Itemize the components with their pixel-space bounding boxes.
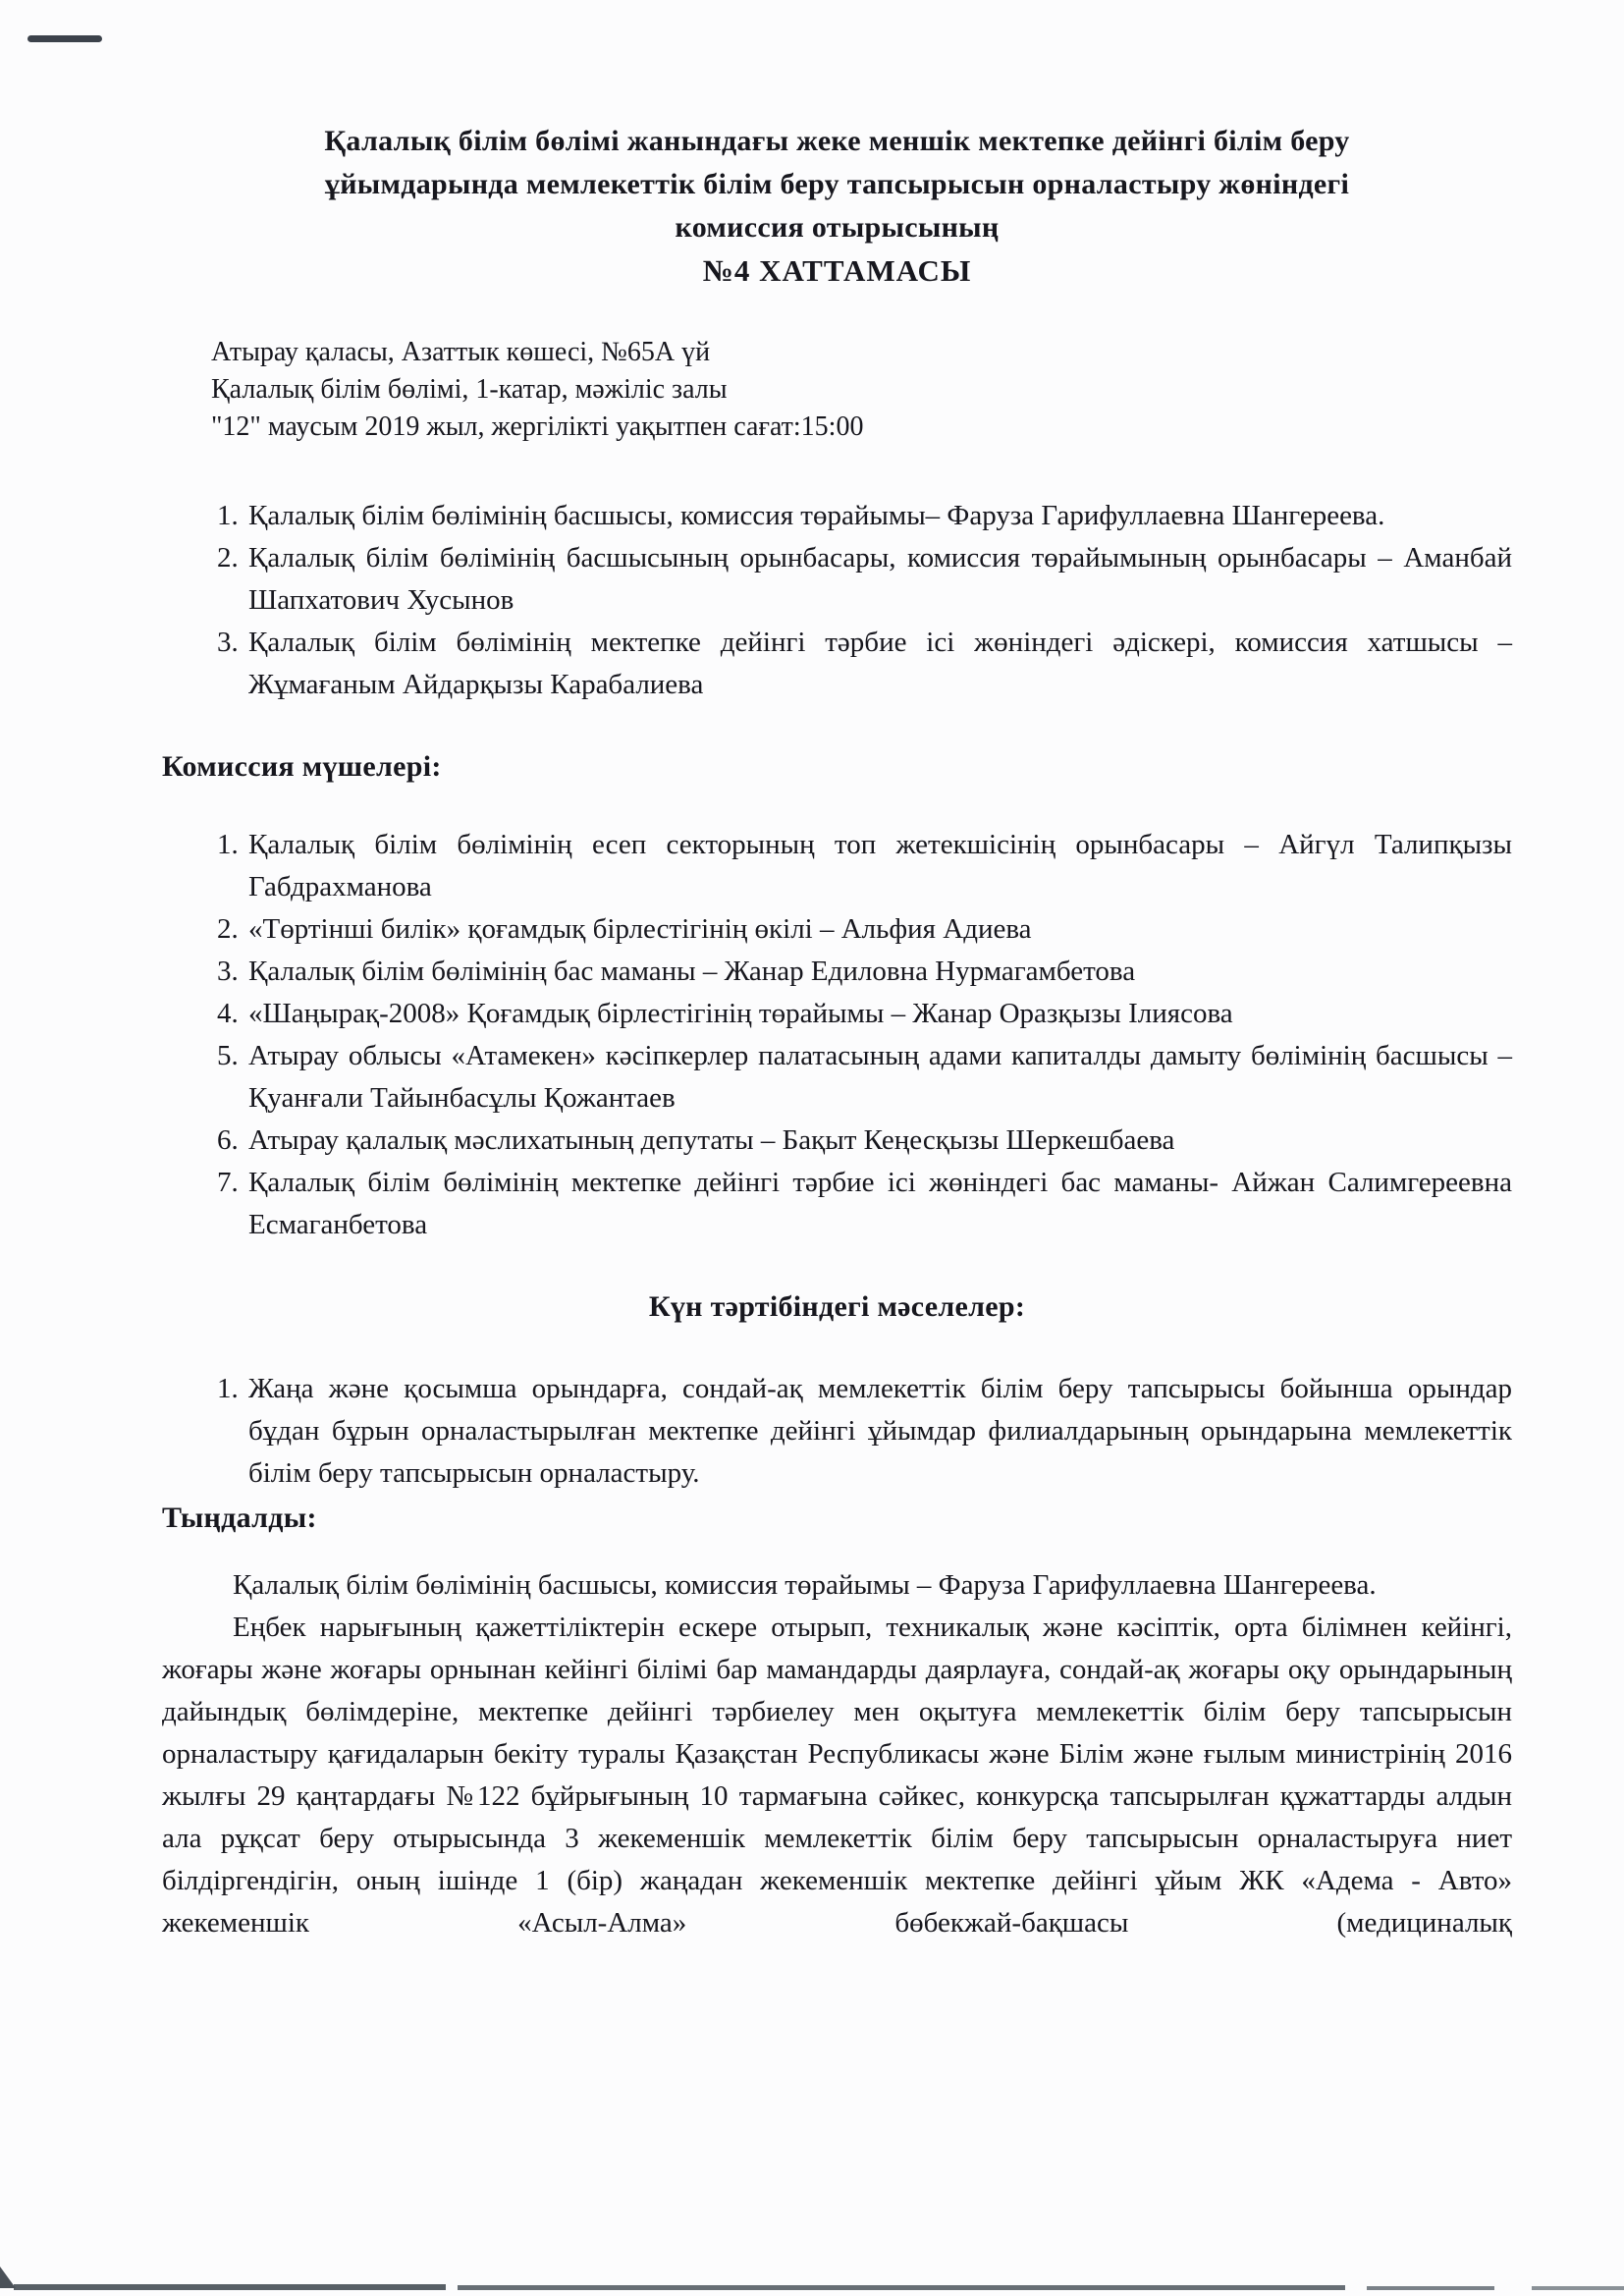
list-item-text: Қалалық білім бөлімінің мектепке дейінгі тәрбие ісі жөніндегі әдіскері, комиссия хатшысы – Жұмағаным Айдарқызы Карабалиева bbox=[248, 627, 1512, 700]
list-item bbox=[162, 951, 1512, 993]
document-content bbox=[162, 0, 1512, 1944]
list-item-text: Қалалық білім бөлімінің басшысы, комиссия төрайымы– Фаруза Гарифуллаевна Шангереева. bbox=[248, 500, 1385, 531]
document-title-block bbox=[162, 0, 1512, 293]
title-line: Қалалық білім бөлімі жанындағы жеке меншік мектепке дейінгі білім беру bbox=[324, 125, 1350, 157]
list-item-number: 1. bbox=[217, 1373, 239, 1404]
members-list bbox=[162, 824, 1512, 1246]
list-item-number: 3. bbox=[217, 956, 239, 987]
heard-paragraph: Қалалық білім бөлімінің басшысы, комиссия төрайымы – Фаруза Гарифуллаевна Шангереева. bbox=[233, 1568, 1377, 1601]
list-item bbox=[162, 824, 1512, 908]
list-item-number: 1. bbox=[217, 829, 239, 860]
list-item-text: «Төртінші билік» қоғамдық бірлестігінің өкілі – Альфия Адиева bbox=[248, 913, 1032, 945]
list-item bbox=[162, 1120, 1512, 1162]
meeting-address: Атырау қаласы, Азаттык көшесі, №65А үй bbox=[211, 337, 711, 367]
list-item bbox=[162, 1162, 1512, 1246]
heard-paragraph: Еңбек нарығының қажеттіліктерін ескере отырып, техникалық және кәсіптік, орта білімнен кейінгі, жоғары және жоғары орнынан кейінгі білімі бар мамандарды даярлауға, сондай-ақ жоғары оқу орындарының дайындық бөлімдеріне, мектепке дейінгі тәрбиелеу мен оқытуға мемлекеттік білім беру тапсырысын орналастыру қағидаларын бекіту туралы Қазақстан Республикасы және Білім және ғылым министрінің 2016 жылғы 29 қаңтардағы №122 бұйрығының 10 тармағына сәйкес, конкурсқа тапсырылған құжаттарды алдын ала рұқсат беру отырысында 3 жекеменшік мемлекеттік білім беру тапсырысын орналастыруға ниет білдіргендігін, оның ішінде 1 (бір) жаңадан жекеменшік мектепке дейінгі ұйым ЖК «Адема - Авто» жекеменшік «Асыл-Алма» бөбекжай-бақшасы (медициналық bbox=[162, 1611, 1512, 1939]
list-item-text: Қалалық білім бөлімінің бас маманы – Жанар Едиловна Нурмагамбетова bbox=[248, 956, 1136, 987]
title-line: комиссия отырысының bbox=[675, 211, 1000, 244]
list-item-number: 3. bbox=[217, 627, 239, 658]
protocol-number: №4 ХАТТАМАСЫ bbox=[702, 253, 972, 288]
heard-heading: Тыңдалды: bbox=[162, 1502, 317, 1534]
agenda-list bbox=[162, 1368, 1512, 1495]
scan-edge-strip bbox=[458, 2285, 1345, 2290]
scan-edge-strip bbox=[14, 2284, 446, 2290]
list-item-number: 1. bbox=[217, 500, 239, 531]
meeting-datetime: "12" маусым 2019 жыл, жергілікті уақытпен сағат:15:00 bbox=[211, 411, 864, 442]
title-line: ұйымдарында мемлекеттік білім беру тапсырысын орналастыру жөніндегі bbox=[324, 168, 1350, 200]
list-item-text: Қалалық білім бөлімінің есеп секторының топ жетекшісінің орынбасары – Айгүл Талипқызы Габдрахманова bbox=[248, 829, 1512, 902]
scan-dash-mark bbox=[27, 35, 102, 42]
list-item bbox=[162, 1035, 1512, 1120]
list-item bbox=[162, 993, 1512, 1035]
list-item bbox=[162, 908, 1512, 951]
list-item-number: 2. bbox=[217, 913, 239, 945]
list-item-number: 2. bbox=[217, 542, 239, 574]
list-item-text: «Шаңырақ-2008» Қоғамдық бірлестігінің төрайымы – Жанар Оразқызы Ілиясова bbox=[248, 998, 1233, 1029]
leadership-list bbox=[162, 495, 1512, 706]
members-heading: Комиссия мүшелері: bbox=[162, 750, 442, 783]
list-item-number: 5. bbox=[217, 1040, 239, 1071]
meeting-details-block bbox=[211, 334, 1512, 446]
list-item bbox=[162, 622, 1512, 706]
list-item bbox=[162, 1368, 1512, 1495]
list-item-number: 7. bbox=[217, 1167, 239, 1198]
meeting-venue: Қалалық білім бөлімі, 1-катар, мәжіліс залы bbox=[211, 374, 728, 405]
list-item bbox=[162, 495, 1512, 537]
list-item-number: 4. bbox=[217, 998, 239, 1029]
list-item-text: Атырау облысы «Атамекен» кәсіпкерлер палатасының адами капиталды дамыту бөлімінің басшысы – Қуанғали Тайынбасұлы Қожантаев bbox=[248, 1040, 1512, 1114]
scan-edge-strip bbox=[1367, 2286, 1494, 2290]
list-item-text: Қалалық білім бөлімінің басшысының орынбасары, комиссия төрайымының орынбасары – Аманбай Шапхатович Хусынов bbox=[248, 542, 1512, 616]
scan-edge-strip bbox=[1532, 2286, 1624, 2290]
scan-corner-mark bbox=[0, 2267, 16, 2288]
list-item-number: 6. bbox=[217, 1124, 239, 1156]
list-item bbox=[162, 537, 1512, 622]
list-item-text: Жаңа және қосымша орындарға, сондай-ақ мемлекеттік білім беру тапсырысы бойынша орындар бұдан бұрын орналастырылған мектепке дейінгі ұйымдар филиалдарының орындарына мемлекеттік білім беру тапсырысын орналастыру. bbox=[248, 1373, 1512, 1489]
list-item-text: Атырау қалалық мәслихатының депутаты – Бақыт Кеңесқызы Шеркешбаева bbox=[248, 1124, 1175, 1156]
agenda-heading: Күн тәртібіндегі мәселелер: bbox=[648, 1290, 1026, 1323]
list-item-text: Қалалық білім бөлімінің мектепке дейінгі тәрбие ісі жөніндегі бас маманы- Айжан Салимгереевна Есмаганбетова bbox=[248, 1167, 1512, 1240]
